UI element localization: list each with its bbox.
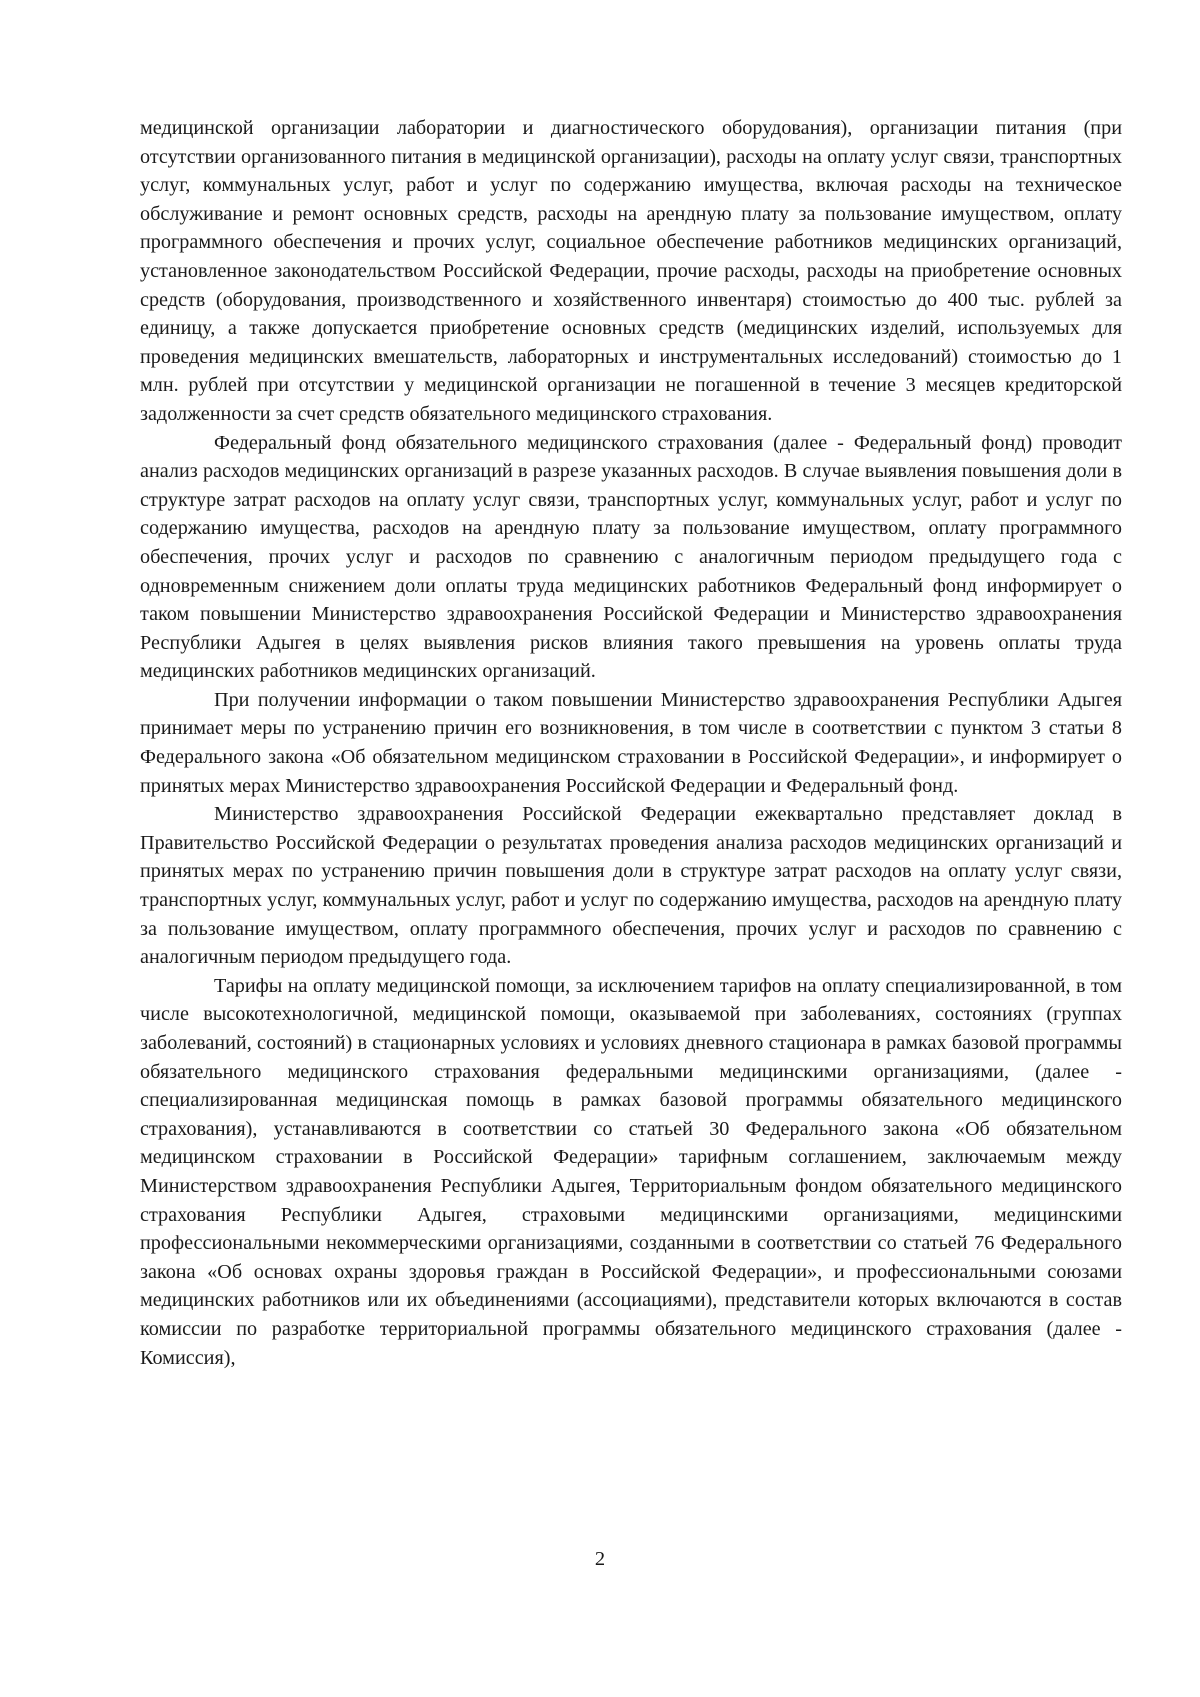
paragraph-4: Министерство здравоохранения Российской Федерации ежеквартально представляет доклад в Правительство Российской Федерации о результатах проведения анализа расходов медицинских организаций и принятых мерах по устранению причин повышения доли в структуре затрат расходов на оплату услуг связи, транспортных услуг, коммунальных услуг, работ и услуг по содержанию имущества, расходов на арендную плату за пользование имуществом, оплату программного обеспечения, прочих услуг и расходов по сравнению с аналогичным периодом предыдущего года. — [140, 803, 1122, 969]
paragraph-1: медицинской организации лаборатории и диагностического оборудования), организации питания (при отсутствии организованного питания в медицинской организации), расходы на оплату услуг связи, транспортных услуг, коммунальных услуг, работ и услуг по содержанию имущества, включая расходы на техническое обслуживание и ремонт основных средств, расходы на арендную плату за пользование имуществом, оплату программного обеспечения и прочих услуг, социальное обеспечение работников медицинских организаций, установленное законодательством Российской Федерации, прочие расходы, расходы на приобретение основных средств (оборудования, производственного и хозяйственного инвентаря) стоимостью до 400 тыс. рублей за единицу, а также допускается приобретение основных средств (медицинских изделий, используемых для проведения медицинских вмешательств, лабораторных и инструментальных исследований) стоимостью до 1 млн. рублей при отсутствии у медицинской организации не погашенной в течение 3 месяцев кредиторской задолженности за счет средств обязательного медицинского страхования. — [140, 117, 1122, 425]
page-number: 2 — [594, 1548, 606, 1570]
document-body — [140, 114, 1122, 1372]
paragraph-2: Федеральный фонд обязательного медицинского страхования (далее - Федеральный фонд) проводит анализ расходов медицинских организаций в разрезе указанных расходов. В случае выявления повышения доли в структуре затрат расходов на оплату услуг связи, транспортных услуг, коммунальных услуг, работ и услуг по содержанию имущества, расходов на арендную плату за пользование имуществом, оплату программного обеспечения, прочих услуг и расходов по сравнению с аналогичным периодом предыдущего года с одновременным снижением доли оплаты труда медицинских работников Федеральный фонд информирует о таком повышении Министерство здравоохранения Российской Федерации и Министерство здравоохранения Республики Адыгея в целях выявления рисков влияния такого превышения на уровень оплаты труда медицинских работников медицинских организаций. — [140, 431, 1122, 683]
paragraph-3: При получении информации о таком повышении Министерство здравоохранения Республики Адыгея принимает меры по устранению причин его возникновения, в том числе в соответствии с пунктом 3 статьи 8 Федерального закона «Об обязательном медицинском страховании в Российской Федерации», и информирует о принятых мерах Министерство здравоохранения Российской Федерации и Федеральный фонд. — [140, 688, 1122, 797]
paragraph-5: Тарифы на оплату медицинской помощи, за исключением тарифов на оплату специализированной, в том числе высокотехнологичной, медицинской помощи, оказываемой при заболеваниях, состояниях (группах заболеваний, состояний) в стационарных условиях и условиях дневного стационара в рамках базовой программы обязательного медицинского страхования федеральными медицинскими организациями, (далее - специализированная медицинская помощь в рамках базовой программы обязательного медицинского страхования), устанавливаются в соответствии со статьей 30 Федерального закона «Об обязательном медицинском страховании в Российской Федерации» тарифным соглашением, заключаемым между Министерством здравоохранения Республики Адыгея, Территориальным фондом обязательного медицинского страхования Республики Адыгея, страховыми медицинскими организациями, медицинскими профессиональными некоммерческими организациями, созданными в соответствии со статьей 76 Федерального закона «Об основах охраны здоровья граждан в Российской Федерации», и профессиональными союзами медицинских работников или их объединениями (ассоциациями), представители которых включаются в состав комиссии по разработке территориальной программы обязательного медицинского страхования (далее - Комиссия), — [140, 974, 1122, 1369]
